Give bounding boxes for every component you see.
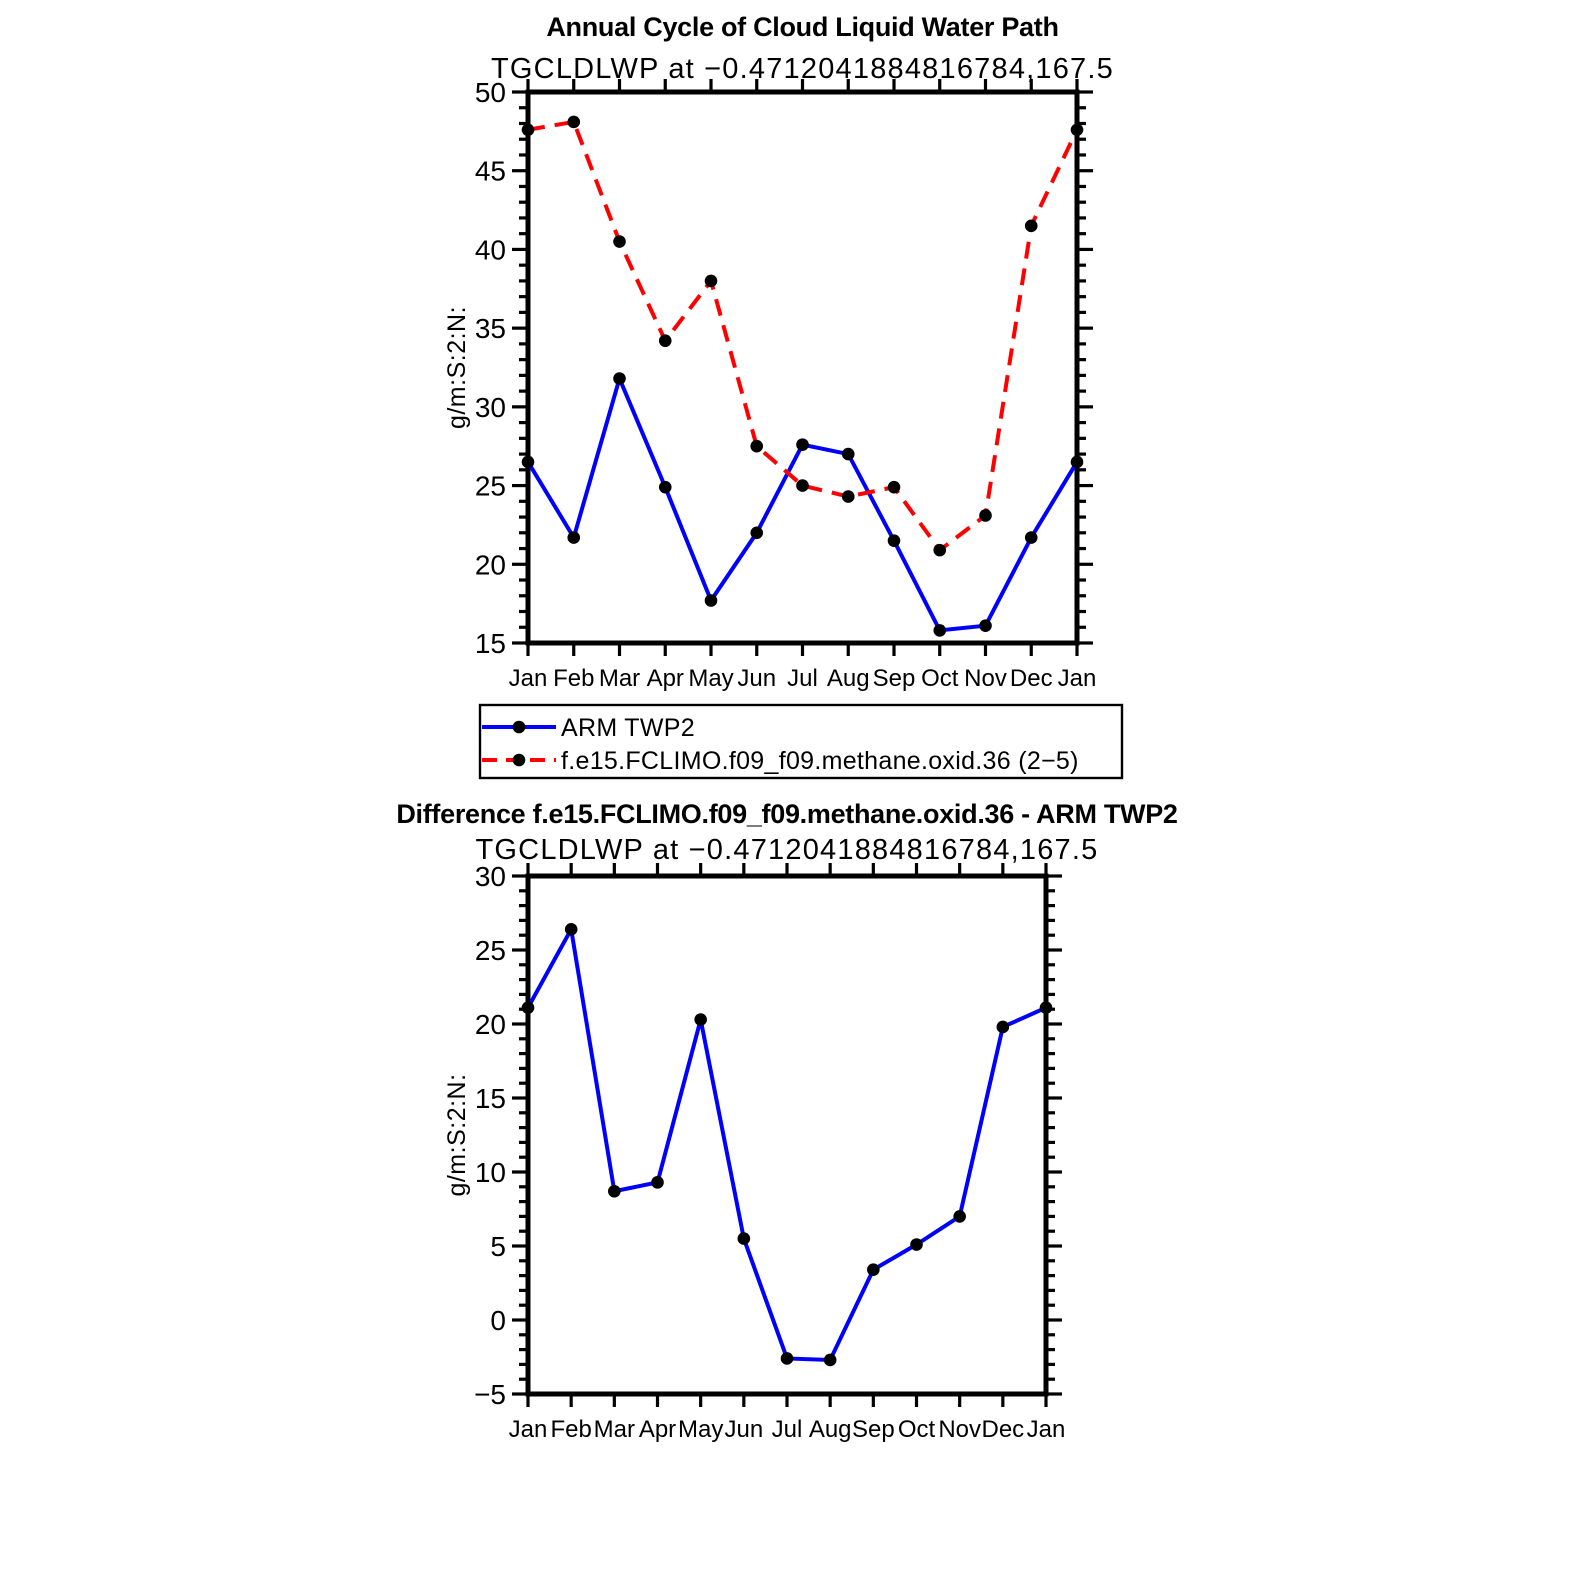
x-tick-label: Jul	[787, 665, 818, 692]
x-axis-ticks-labels	[509, 79, 1097, 692]
data-point-marker	[781, 1352, 794, 1365]
y-axis-title: g/m:S:2:N:	[443, 305, 471, 430]
y-axis-labels	[474, 861, 506, 1410]
data-point-marker	[842, 448, 855, 461]
data-point-marker	[608, 1185, 621, 1198]
x-tick-label: Jan	[1057, 665, 1097, 692]
x-tick-label: Nov	[964, 665, 1007, 692]
chart-annual-cycle	[443, 12, 1122, 778]
series-line-0	[528, 379, 1077, 631]
chart-title: Annual Cycle of Cloud Liquid Water Path	[546, 12, 1059, 42]
x-tick-label: Aug	[826, 665, 870, 692]
x-tick-label: Apr	[646, 665, 684, 692]
y-tick-label: 25	[474, 935, 506, 966]
data-point-marker	[1025, 531, 1038, 544]
x-tick-label: Sep	[851, 1416, 895, 1443]
data-point-marker	[659, 334, 672, 347]
y-tick-label: 20	[474, 549, 506, 581]
y-tick-label: 0	[490, 1305, 506, 1336]
chart-title: Difference f.e15.FCLIMO.f09_f09.methane.oxid.36 - ARM TWP2	[396, 799, 1178, 829]
data-point-marker	[738, 1232, 751, 1245]
x-tick-label: Feb	[550, 1416, 592, 1443]
x-tick-label: Jul	[771, 1416, 803, 1443]
legend-marker-sample	[513, 754, 526, 767]
chart-difference	[396, 799, 1177, 1443]
data-point-marker	[842, 490, 855, 503]
legend-label: ARM TWP2	[561, 714, 695, 742]
x-tick-label: Feb	[553, 665, 595, 692]
data-point-marker	[522, 1001, 535, 1014]
data-point-marker	[750, 440, 763, 453]
y-tick-label: 30	[474, 391, 506, 423]
data-point-marker	[750, 527, 763, 540]
x-tick-label: Jan	[508, 665, 548, 692]
data-point-marker	[796, 438, 809, 451]
y-tick-label: 10	[474, 1157, 506, 1188]
data-point-marker	[979, 509, 992, 522]
legend-item-0	[482, 714, 695, 742]
chart-subtitle: TGCLDLWP at −0.4712041884816784,167.5	[491, 53, 1114, 85]
data-point-marker	[824, 1354, 837, 1367]
data-point-marker	[659, 481, 672, 494]
series-0	[522, 923, 1053, 1366]
x-tick-label: Apr	[638, 1416, 677, 1443]
y-tick-label: 45	[474, 155, 506, 187]
data-point-marker	[796, 479, 809, 492]
data-point-marker	[705, 275, 718, 288]
data-point-marker	[1071, 456, 1084, 469]
y-tick-label: 15	[474, 1083, 506, 1114]
data-point-marker	[522, 456, 535, 469]
y-tick-label: 35	[474, 313, 506, 345]
data-point-marker	[953, 1210, 966, 1223]
y-tick-label: 40	[474, 234, 506, 266]
chart-subtitle: TGCLDLWP at −0.4712041884816784,167.5	[475, 834, 1099, 866]
data-point-marker	[651, 1176, 664, 1189]
x-tick-label: Oct	[921, 665, 959, 692]
x-tick-label: Jun	[724, 1416, 764, 1443]
legend-marker-sample	[513, 721, 526, 734]
data-point-marker	[613, 235, 626, 248]
y-axis-title: g/m:S:2:N:	[443, 1073, 471, 1197]
data-point-marker	[694, 1013, 707, 1026]
x-tick-label: Aug	[808, 1416, 852, 1443]
data-point-marker	[997, 1021, 1010, 1034]
data-point-marker	[979, 619, 992, 632]
data-point-marker	[1040, 1001, 1053, 1014]
x-tick-label: May	[677, 1416, 724, 1443]
y-axis-labels	[475, 77, 506, 659]
y-axis-ticks	[512, 92, 1093, 643]
y-tick-label: 15	[474, 628, 506, 659]
plot-frame	[528, 92, 1077, 643]
data-point-marker	[933, 624, 946, 637]
data-point-marker	[1071, 123, 1084, 136]
x-tick-label: Dec	[1009, 665, 1053, 692]
x-tick-label: Sep	[872, 665, 916, 692]
x-tick-label: Mar	[598, 665, 641, 692]
y-tick-label: −5	[474, 1379, 506, 1410]
x-tick-label: Jan	[1026, 1416, 1066, 1443]
data-point-marker	[888, 534, 901, 547]
series-line-0	[528, 929, 1046, 1360]
x-tick-label: Dec	[981, 1416, 1025, 1443]
y-tick-label: 20	[474, 1009, 506, 1040]
data-point-marker	[888, 481, 901, 494]
data-point-marker	[613, 372, 626, 385]
y-tick-label: 50	[474, 77, 506, 108]
data-point-marker	[567, 531, 580, 544]
x-tick-label: Jan	[508, 1416, 548, 1443]
data-point-marker	[705, 594, 718, 607]
legend	[480, 705, 1122, 778]
x-tick-label: Jun	[737, 665, 777, 692]
data-point-marker	[867, 1263, 880, 1276]
data-point-marker	[933, 544, 946, 557]
x-tick-label: Nov	[938, 1416, 982, 1443]
y-tick-label: 5	[490, 1231, 506, 1262]
x-tick-label: Mar	[593, 1416, 636, 1443]
x-tick-label: May	[688, 665, 734, 692]
data-point-marker	[1025, 220, 1038, 233]
series-0	[522, 372, 1084, 636]
x-tick-label: Oct	[897, 1416, 936, 1443]
series-1	[522, 116, 1084, 557]
legend-item-1	[482, 747, 1079, 775]
y-tick-label: 25	[474, 470, 506, 502]
data-point-marker	[567, 116, 580, 129]
y-tick-label: 30	[474, 861, 506, 892]
legend-label: f.e15.FCLIMO.f09_f09.methane.oxid.36 (2−5)	[561, 747, 1079, 775]
data-point-marker	[565, 923, 578, 936]
data-point-marker	[522, 123, 535, 136]
data-point-marker	[910, 1238, 923, 1251]
